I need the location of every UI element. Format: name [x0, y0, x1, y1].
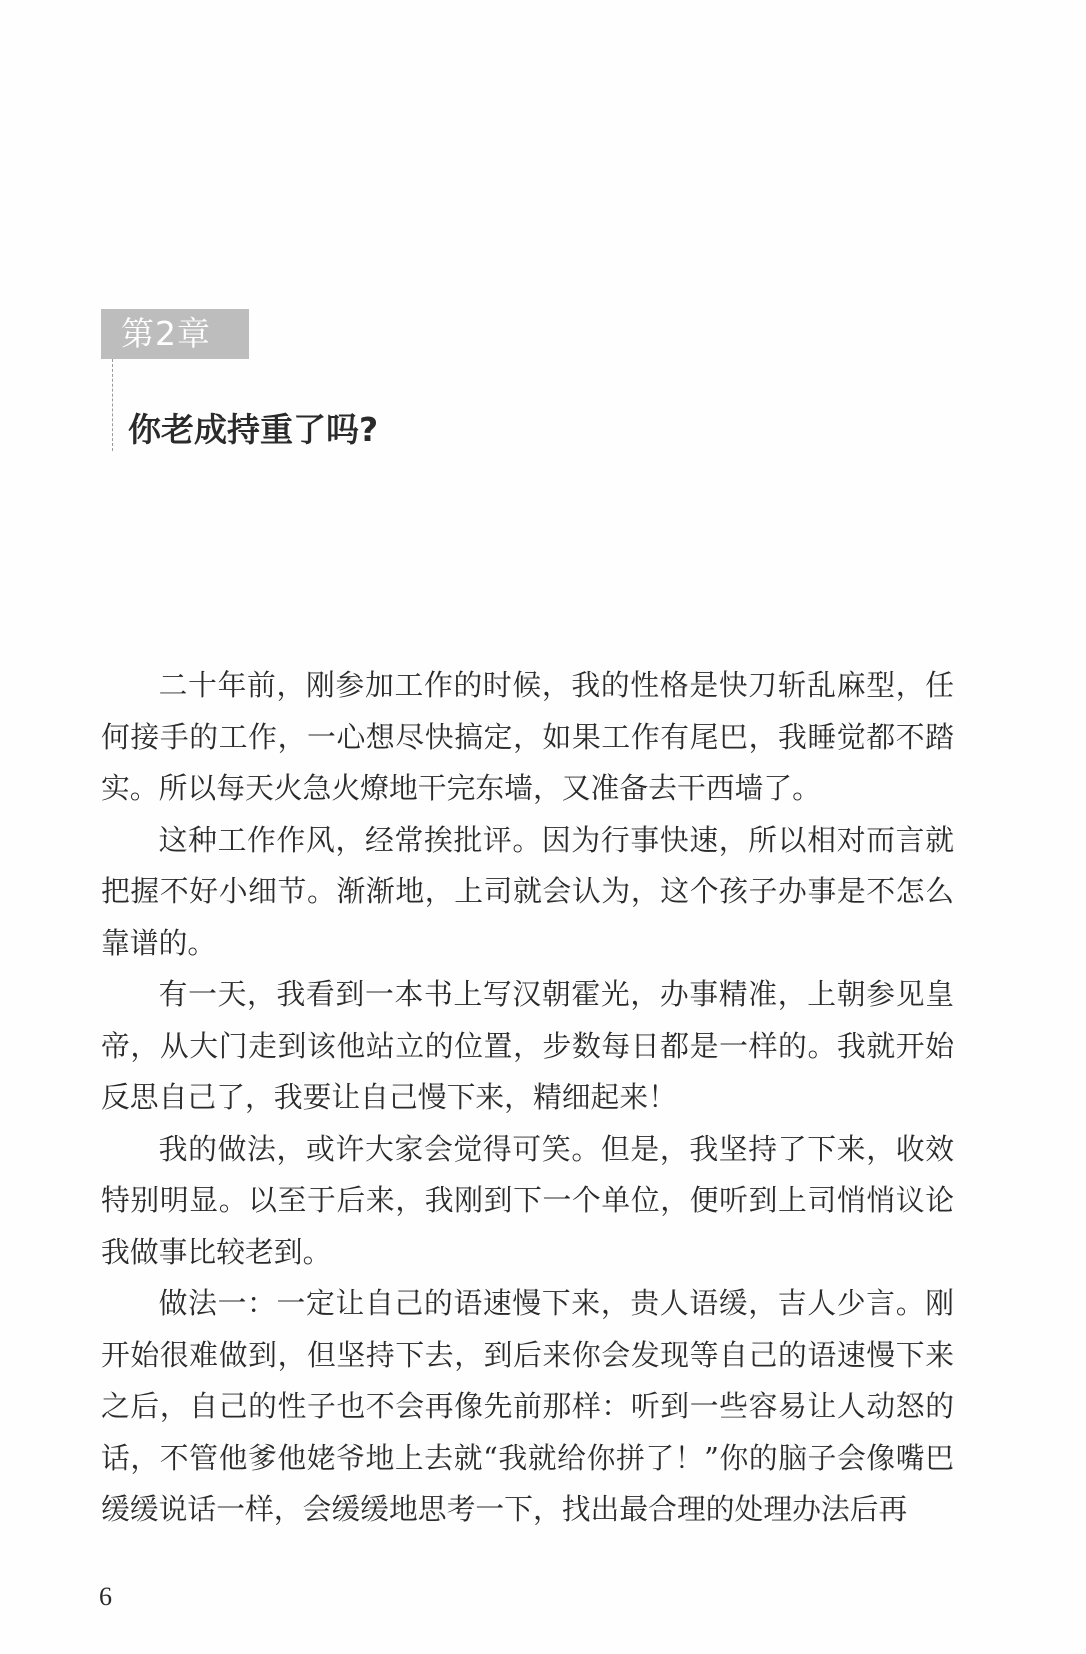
- paragraph: 做法一：一定让自己的语速慢下来，贵人语缓，吉人少言。刚开始很难做到，但坚持下去，到后来你会发现等自己的语速慢下来之后，自己的性子也不会再像先前那样：听到一些容易让人动怒的话，不管他爹他姥爷地上去就“我就给你拼了！”你的脑子会像嘴巴缓缓说话一样，会缓缓地思考一下，找出最合理的处理办法后再: [101, 1286, 954, 1526]
- paragraph: 我的做法，或许大家会觉得可笑。但是，我坚持了下来，收效特别明显。以至于后来，我刚到下一个单位，便听到上司悄悄议论我做事比较老到。: [101, 1131, 954, 1269]
- paragraph: 这种工作作风，经常挨批评。因为行事快速，所以相对而言就把握不好小细节。渐渐地，上司就会认为，这个孩子办事是不怎么靠谱的。: [101, 822, 954, 960]
- body-text: [101, 660, 954, 1536]
- chapter-title: 你老成持重了吗?: [128, 410, 379, 449]
- page-number: 6: [99, 1582, 112, 1611]
- chapter-divider: [112, 359, 113, 451]
- paragraph: 二十年前，刚参加工作的时候，我的性格是快刀斩乱麻型，任何接手的工作，一心想尽快搞定，如果工作有尾巴，我睡觉都不踏实。所以每天火急火燎地干完东墙，又准备去干西墙了。: [101, 668, 954, 805]
- paragraph: 有一天，我看到一本书上写汉朝霍光，办事精准，上朝参见皇帝，从大门走到该他站立的位置，步数每日都是一样的。我就开始反思自己了，我要让自己慢下来，精细起来！: [101, 977, 954, 1114]
- chapter-label: 第2章: [101, 309, 249, 359]
